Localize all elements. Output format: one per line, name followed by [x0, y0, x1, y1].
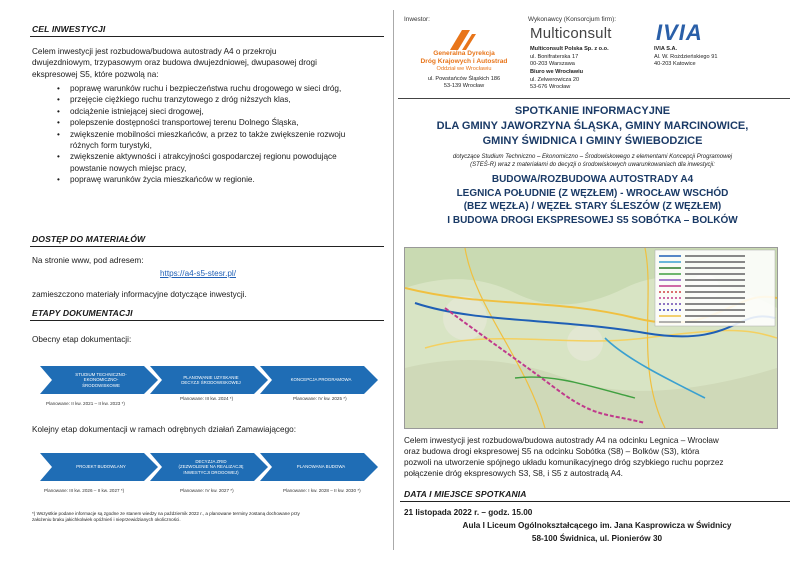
stage-chevron-decyzja: [150, 366, 268, 394]
investor-label: Inwestor:: [404, 16, 430, 23]
wroclaw-office-address: ul. Zelwerowicza 20 53-676 Wrocław: [530, 77, 580, 91]
subtitle: dotyczące Studium Techniczno – Ekonomiczno – Środowiskowego z elementami Koncepcji Programowej (STEŚ-R) wraz z materiałami do decyzji o środowiskowych uwarunkowaniach dla inwestycji:: [452, 154, 733, 168]
stage-label-line: PLANOWANA BUDOWA: [296, 464, 346, 470]
gddkia-address: ul. Powstańców Śląskich 186 53-139 Wrocław: [427, 76, 501, 90]
section-title-data: DATA I MIEJSCE SPOTKANIA: [404, 489, 527, 499]
stage-plan: Planowane: IV kw. 2027 *): [180, 488, 234, 493]
materials-link[interactable]: https://a4-s5-stesr.pl/: [160, 269, 236, 278]
gddkia-branch: Oddział we Wrocławiu: [436, 66, 492, 72]
list-item: • poprawę warunków ruchu i bezpieczeństwa ruchu drogowego w sieci dróg,: [32, 83, 392, 94]
project-title: BUDOWA/ROZBUDOWA AUTOSTRADY A4 LEGNICA POŁUDNIE (Z WĘZŁEM) - WROCŁAW WSCHÓD (BEZ WĘZŁA) / WĘZEŁ STARY ŚLESZÓW (Z WĘZŁEM) I BUDOWA DROGI EKSPRESOWEJ S5 SOBÓTKA – BOLKÓW: [447, 174, 738, 226]
kolejny-label: Kolejny etap dokumentacji w ramach odrębnych działań Zamawiającego:: [32, 425, 296, 434]
stage-plan: Planowane: III kw. 2026 – II kw. 2027 *): [44, 488, 125, 493]
stage-label-line: (ZEZWOLENIE NA REALIZACJĘ: [178, 464, 244, 470]
section-divider: [400, 501, 790, 502]
list-item: • przejęcie ciężkiego ruchu tranzytowego z dróg niższych klas,: [32, 94, 392, 105]
text-line: ekspresowej S5, które pozwolą na:: [32, 69, 159, 79]
stage-label-line: EKONOMICZNO-: [83, 377, 119, 383]
list-item: • zwiększenie mobilności mieszkańców, a przez to także zwiększenie rozwoju różnych form turystyki,: [32, 129, 392, 152]
section-title-etapy: ETAPY DOKUMENTACJI: [32, 308, 133, 318]
multiconsult-logo: Multiconsult: [530, 25, 612, 42]
stage-chevron-budowa: [260, 453, 378, 481]
list-item: • polepszenie dostępności transportowej terenu Dolnego Śląska,: [32, 117, 392, 128]
ivia-address: Al. W. Rożdzieńskiego 91 40-203 Katowice: [654, 54, 718, 68]
multiconsult-address: ul. Bonifraterska 17 00-203 Warszawa: [530, 54, 579, 68]
stage-label: [58, 366, 144, 394]
section-divider: [30, 320, 384, 321]
stage-chevron-projekt: [40, 453, 158, 481]
dostep-line: Na stronie www, pod adresem:: [32, 256, 144, 265]
stage-label: [168, 453, 254, 481]
route-map: [404, 247, 778, 429]
list-item: • zwiększenie aktywności i atrakcyjności gospodarczej regionu powodujące powstanie nowych miejsc pracy,: [32, 151, 392, 174]
column-separator: [393, 10, 394, 550]
stage-plan: Planowane: III kw. 2024 *): [180, 396, 234, 401]
stage-label-line: DECYZJI ŚRODOWISKOWEJ: [181, 380, 241, 385]
stage-chevron-zrid: [150, 453, 268, 481]
stage-label: [168, 366, 254, 394]
wroclaw-office-label: Biuro we Wrocławiu: [530, 69, 584, 75]
obecny-label: Obecny etap dokumentacji:: [32, 335, 132, 344]
stage-label: [278, 366, 364, 394]
stage-label-line: PROJEKT BUDOWLANY: [76, 464, 126, 470]
list-item: • poprawę warunków życia mieszkańców w regionie.: [32, 174, 392, 185]
ivia-logo: IVIA: [656, 20, 703, 45]
stage-plan: Planowane: I kw. 2028 – II kw. 2030 *): [283, 488, 361, 493]
text-line: Celem inwestycji jest rozbudowa/budowa autostrady A4 o przekroju: [32, 47, 277, 56]
stage-label-line: ŚRODOWISKOWE: [82, 382, 120, 388]
contractor-label: Wykonawcy (Konsorcjum firm):: [528, 16, 617, 23]
section-divider: [30, 246, 384, 247]
cel-bullet-list: [32, 83, 392, 186]
stage-plan: Planowane: IV kw. 2025 *): [293, 396, 347, 401]
cel-intro: [32, 46, 392, 80]
header-divider: [398, 98, 790, 99]
stage-label-line: DECYZJA ZRID: [195, 459, 227, 465]
stage-plan: Planowane: II kw. 2021 – II kw. 2023 *): [46, 401, 125, 406]
stage-label-line: STUDIUM TECHNICZNO-: [75, 372, 127, 378]
footnote: *) Wszystkie podane informacje są zgodne ze stanem wiedzy na październik 2022 r., a planowane terminy zostaną dochowane przy założeniu braku jakichkolwiek opóźnień i nieprzewidzianych okoliczności.: [32, 511, 300, 523]
ivia-name: IVIA S.A.: [654, 46, 678, 52]
section-title-cel: CEL INWESTYCJI: [32, 24, 106, 34]
section-divider: [30, 36, 384, 37]
stage-label: [58, 453, 144, 481]
stage-label-line: KONCEPCJA PROGRAMOWA: [290, 377, 352, 383]
stage-chevron-steś: [40, 366, 158, 394]
main-title: SPOTKANIE INFORMACYJNE DLA GMINY JAWORZYNA ŚLĄSKA, GMINY MARCINOWICE, GMINY ŚWIDNICA I GMINY ŚWIEBODZICE: [436, 105, 749, 147]
stage-chevron-koncepcja: [260, 366, 378, 394]
multiconsult-name: Multiconsult Polska Sp. z o.o.: [530, 46, 609, 52]
section-title-dostep: DOSTĘP DO MATERIAŁÓW: [32, 234, 146, 244]
text-line: dwujezdniowym, trzypasowym oraz budowa dwujezdniowej, dwupasowej drogi: [32, 58, 317, 68]
stage-label-line: PLANOWANIE UZYSKANIE: [183, 374, 239, 380]
dostep-line: zamieszczono materiały informacyjne dotyczące inwestycji.: [32, 290, 247, 299]
meeting-address: 58-100 Świdnica, ul. Pionierów 30: [531, 534, 663, 543]
gddkia-name: Generalna Dyrekcja Dróg Krajowych i Autostrad: [420, 50, 508, 65]
stage-label: [278, 453, 364, 481]
meeting-date: 21 listopada 2022 r. – godz. 15.00: [404, 508, 533, 517]
project-description: Celem inwestycji jest rozbudowa/budowa autostrady A4 na odcinku Legnica – Wrocław oraz budowa drogi ekspresowej S5 na odcinku Sobótka (S8) – Bolków (S3), która pozwoli na utworzenie spójnego układu komunikacyjnego dróg szybkiego ruchu poprzez połączenie dróg ekspresowych S3, S8, i S5 z autostradą A4.: [404, 436, 724, 478]
meeting-place: Aula I Liceum Ogólnokształcącego im. Jana Kasprowicza w Świdnicy: [462, 521, 732, 530]
gddkia-logo-icon: [448, 28, 478, 52]
stage-label-line: INWESTYCJI DROGOWEJ): [183, 469, 239, 475]
list-item: • odciążenie istniejącej sieci drogowej,: [32, 106, 392, 117]
